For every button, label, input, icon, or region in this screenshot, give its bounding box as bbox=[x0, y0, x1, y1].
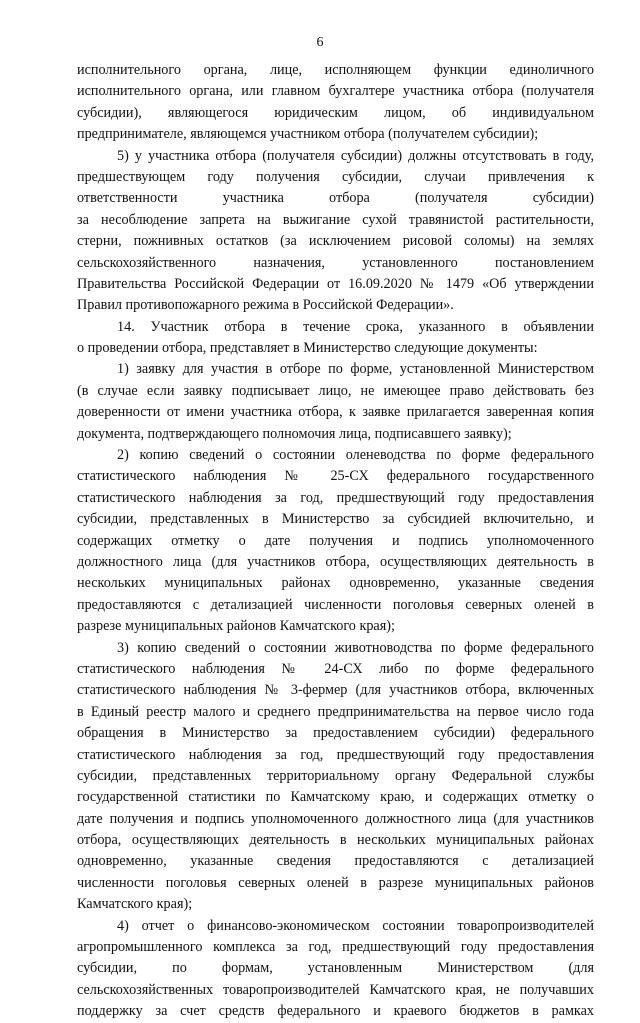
text-line: стерни, пожнивных остатков (за исключением рисовой соломы) на землях bbox=[77, 233, 594, 250]
text-line: государственной статистики по Камчатскому краю, и содержащих отметку о bbox=[77, 789, 594, 806]
text-line: субсидии), являющегося юридическим лицом, об индивидуальном bbox=[77, 104, 594, 121]
text-line: в Единый реестр малого и среднего предпринимательства на первое число года bbox=[77, 703, 594, 720]
text-line: 14. Участник отбора в течение срока, указанного в объявлении bbox=[117, 318, 594, 335]
text-line: (в случае если заявку подписывает лицо, не имеющее право действовать без bbox=[77, 382, 594, 399]
text-line: предоставляются с детализацией численности поголовья северных оленей в bbox=[77, 596, 594, 613]
text-line: статистического наблюдения за год, предшествующий году предоставления bbox=[77, 746, 594, 763]
text-line: за несоблюдение запрета на выжигание сухой травянистой растительности, bbox=[77, 211, 594, 228]
text-line: статистического наблюдения № 25-СХ федерального государственного bbox=[77, 468, 594, 485]
text-line: 5) у участника отбора (получателя субсидии) должны отсутствовать в году, bbox=[117, 147, 594, 164]
text-line: Правил противопожарного режима в Российской Федерации». bbox=[77, 297, 454, 314]
text-line: субсидии, по формам, установленным Министерством (для bbox=[77, 960, 594, 977]
text-line: агропромышленного комплекса за год, предшествующий году предоставления bbox=[77, 939, 594, 956]
text-line: доверенности от имени участника отбора, к заявке прилагается заверенная копия bbox=[77, 404, 594, 421]
text-line: 4) отчет о финансово-экономическом состоянии товаропроизводителей bbox=[117, 917, 594, 934]
text-line: сельскохозяйственных товаропроизводителей Камчатского края, не получавших bbox=[77, 981, 594, 998]
text-line: документа, подтверждающего полномочия лица, подписавшего заявку); bbox=[77, 425, 512, 442]
text-line: дате получения и подпись уполномоченного должностного лица (для участников bbox=[77, 810, 594, 827]
text-line: одновременно, указанные сведения предоставляются с детализацией bbox=[77, 853, 594, 870]
text-line: предшествующем году получения субсидии, случаи привлечения к bbox=[77, 168, 594, 185]
text-line: исполнительного органа, лице, исполняющем функции единоличного bbox=[77, 62, 594, 78]
text-line: статистического наблюдения № 3-фермер (для участников отбора, включенных bbox=[77, 682, 594, 699]
text-line: содержащих отметку о дате получения и подпись уполномоченного bbox=[77, 532, 594, 549]
text-line: Правительства Российской Федерации от 16.09.2020 № 1479 «Об утверждении bbox=[77, 275, 594, 292]
text-line: статистического наблюдения № 24-СХ либо по форме федерального bbox=[77, 660, 594, 677]
text-line: отбора, осуществляющих деятельность в нескольких муниципальных районах bbox=[77, 832, 594, 849]
text-line: нескольких муниципальных районах одновременно, указанные сведения bbox=[77, 575, 594, 592]
text-line: субсидии, представленных территориальному органу Федеральной службы bbox=[77, 767, 594, 784]
text-line: поддержку за счет средств федерального и краевого бюджетов в рамках bbox=[77, 1003, 594, 1020]
text-line: субсидии, представленных в Министерство за субсидией включительно, и bbox=[77, 511, 594, 528]
text-line: обращения в Министерство за предоставлением субсидии) федерального bbox=[77, 725, 594, 742]
text-line: Камчатского края); bbox=[77, 896, 193, 913]
text-line: ответственности участника отбора (получателя субсидии) bbox=[77, 190, 594, 207]
text-line: исполнительного органа, или главном бухгалтере участника отбора (получателя bbox=[77, 83, 594, 100]
text-line: 1) заявку для участия в отборе по форме, установленной Министерством bbox=[117, 361, 594, 378]
text-line: статистического наблюдения за год, предшествующий году предоставления bbox=[77, 489, 594, 506]
text-line: предпринимателе, являющемся участником отбора (получателем субсидии); bbox=[77, 126, 539, 143]
text-line: о проведении отбора, представляет в Министерство следующие документы: bbox=[77, 340, 538, 357]
text-line: 3) копию сведений о состоянии животноводства по форме федерального bbox=[117, 639, 594, 656]
page-number: 6 bbox=[316, 35, 324, 50]
text-line: численности поголовья северных оленей в разрезе муниципальных районов bbox=[77, 874, 594, 891]
text-line: сельскохозяйственного назначения, установленного постановлением bbox=[77, 254, 594, 271]
text-line: 2) копию сведений о состоянии оленеводства по форме федерального bbox=[117, 447, 594, 464]
document-body bbox=[77, 60, 594, 1023]
text-line: разрезе муниципальных районов Камчатского края); bbox=[77, 618, 395, 635]
text-line: должностного лица (для участников отбора, осуществляющих деятельность в bbox=[77, 553, 594, 570]
